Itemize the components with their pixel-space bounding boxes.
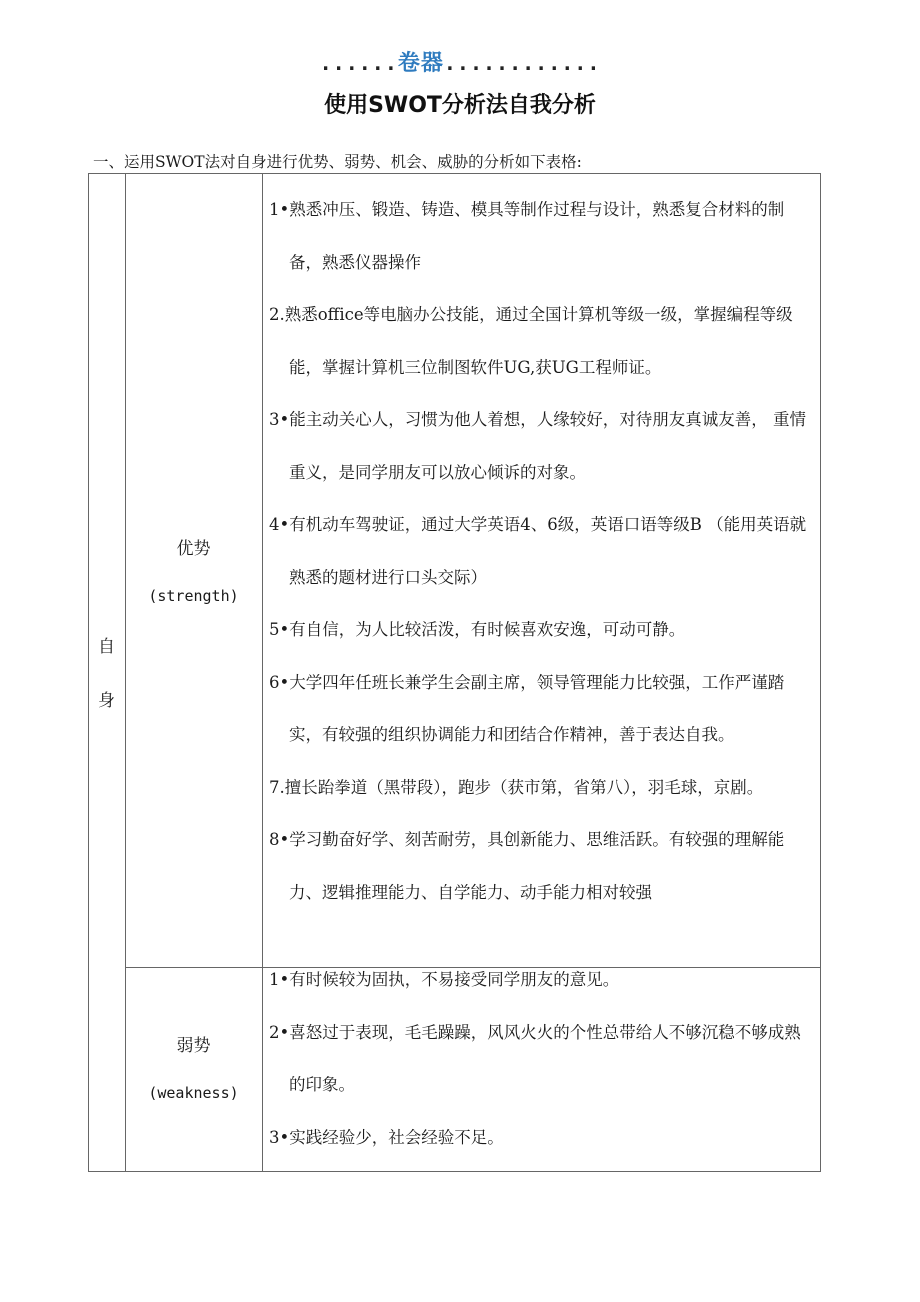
weakness-item: 1•有时候较为固执，不易接受同学朋友的意见。 bbox=[269, 970, 620, 989]
header-banner bbox=[0, 46, 920, 77]
weakness-cell bbox=[263, 954, 815, 1170]
intro-text: 一、运用SWOT法对自身进行优势、弱势、机会、威胁的分析如下表格: bbox=[93, 153, 582, 171]
strength-item: 3•能主动关心人，习惯为他人着想，人缘较好，对待朋友真诚友善， 重情重义，是同学朋友可以放心倾诉的对象。 bbox=[269, 410, 806, 482]
weakness-category bbox=[125, 1031, 262, 1102]
strength-label-cn: 优势 bbox=[176, 539, 211, 559]
header-brand: 卷器 bbox=[397, 51, 444, 76]
page-title: 使用SWOT分析法自我分析 bbox=[324, 93, 596, 118]
self-label bbox=[88, 620, 125, 728]
strength-cell bbox=[263, 184, 815, 965]
weakness-label-cn: 弱势 bbox=[176, 1036, 211, 1056]
weakness-item: 2•喜怒过于表现，毛毛躁躁，风风火火的个性总带给人不够沉稳不够成熟的印象。 bbox=[269, 1022, 801, 1094]
header-dots-left: ...... bbox=[319, 51, 398, 75]
strength-item: 2.熟悉office等电脑办公技能，通过全国计算机等级一级，掌握编程等级能，掌握计算机三位制图软件UG,获UG工程师证。 bbox=[269, 305, 793, 377]
strength-item: 6•大学四年任班长兼学生会副主席，领导管理能力比较强，工作严谨踏实，有较强的组织协调能力和团结合作精神，善于表达自我。 bbox=[269, 672, 785, 744]
strength-category bbox=[125, 534, 262, 605]
table-divider-1 bbox=[125, 173, 126, 1172]
strength-item: 4•有机动车驾驶证，通过大学英语4、6级，英语口语等级B （能用英语就熟悉的题材进行口头交际） bbox=[269, 515, 807, 587]
self-label-char-1: 自 bbox=[98, 637, 115, 657]
header-dots-right: ............ bbox=[443, 51, 601, 75]
strength-item: 8•学习勤奋好学、刻苦耐劳，具创新能力、思维活跃。有较强的理解能力、逻辑推理能力、自学能力、动手能力相对较强 bbox=[269, 830, 785, 902]
strength-label-en: (strength) bbox=[148, 587, 239, 605]
strength-item: 7.擅长跆拳道（黑带段），跑步（获市第，省第八），羽毛球，京剧。 bbox=[269, 777, 764, 797]
self-label-char-2: 身 bbox=[98, 691, 115, 711]
strength-item: 5•有自信，为人比较活泼，有时候喜欢安逸，可动可静。 bbox=[269, 620, 686, 639]
strength-item: 1•熟悉冲压、锻造、铸造、模具等制作过程与设计，熟悉复合材料的制备，熟悉仪器操作 bbox=[269, 200, 785, 272]
weakness-label-en: (weakness) bbox=[148, 1084, 239, 1102]
weakness-item: 3•实践经验少，社会经验不足。 bbox=[269, 1127, 504, 1147]
